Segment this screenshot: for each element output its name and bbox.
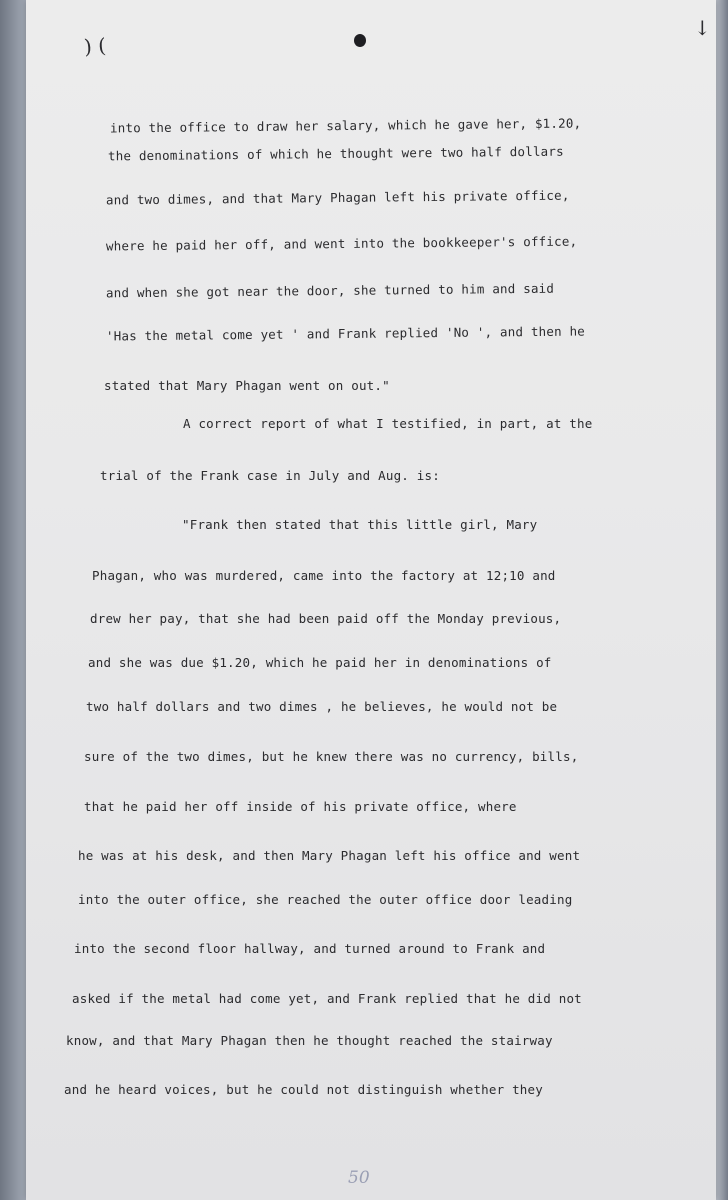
text-line: the denominations of which he thought were two half dollars [107,143,564,164]
text-line: into the outer office, she reached the outer office door leading [78,892,573,907]
text-line: he was at his desk, and then Mary Phagan left his office and went [78,848,581,863]
margin-mark-left: ) ( [83,33,107,59]
text-line: into the second floor hallway, and turned around to Frank and [74,941,546,956]
text-line: and she was due $1.20, which he paid her in denominations of [88,655,552,670]
text-line: "Frank then stated that this little girl, Mary [182,517,538,532]
text-line: asked if the metal had come yet, and Frank replied that he did not [72,991,582,1006]
text-line: stated that Mary Phagan went on out." [104,378,390,393]
typewritten-page [26,0,716,1200]
text-line: where he paid her off, and went into the bookkeeper's office, [105,233,578,254]
text-line: know, and that Mary Phagan then he thought reached the stairway [66,1033,553,1048]
text-line: A correct report of what I testified, in part, at the [183,416,593,431]
text-line: into the office to draw her salary, which he gave her, $1.20, [109,115,582,136]
text-line: and two dimes, and that Mary Phagan left his private office, [105,187,570,208]
text-line: and when she got near the door, she turned to him and said [105,280,555,301]
text-line: trial of the Frank case in July and Aug. is: [100,468,440,483]
margin-mark-right: ↓ [694,16,711,40]
page-number: 50 [348,1168,370,1188]
punch-hole [354,34,366,47]
text-line: that he paid her off inside of his private office, where [84,799,517,814]
binder-edge [0,0,26,1200]
text-line: 'Has the metal come yet ' and Frank replied 'No ', and then he [105,323,586,344]
text-line: Phagan, who was murdered, came into the factory at 12;10 and [92,568,556,583]
text-line: two half dollars and two dimes , he believes, he would not be [86,699,558,714]
text-line: drew her pay, that she had been paid off the Monday previous, [90,611,562,626]
page-right-edge [716,0,728,1200]
text-line: sure of the two dimes, but he knew there was no currency, bills, [84,749,579,764]
text-line: and he heard voices, but he could not distinguish whether they [64,1082,543,1097]
